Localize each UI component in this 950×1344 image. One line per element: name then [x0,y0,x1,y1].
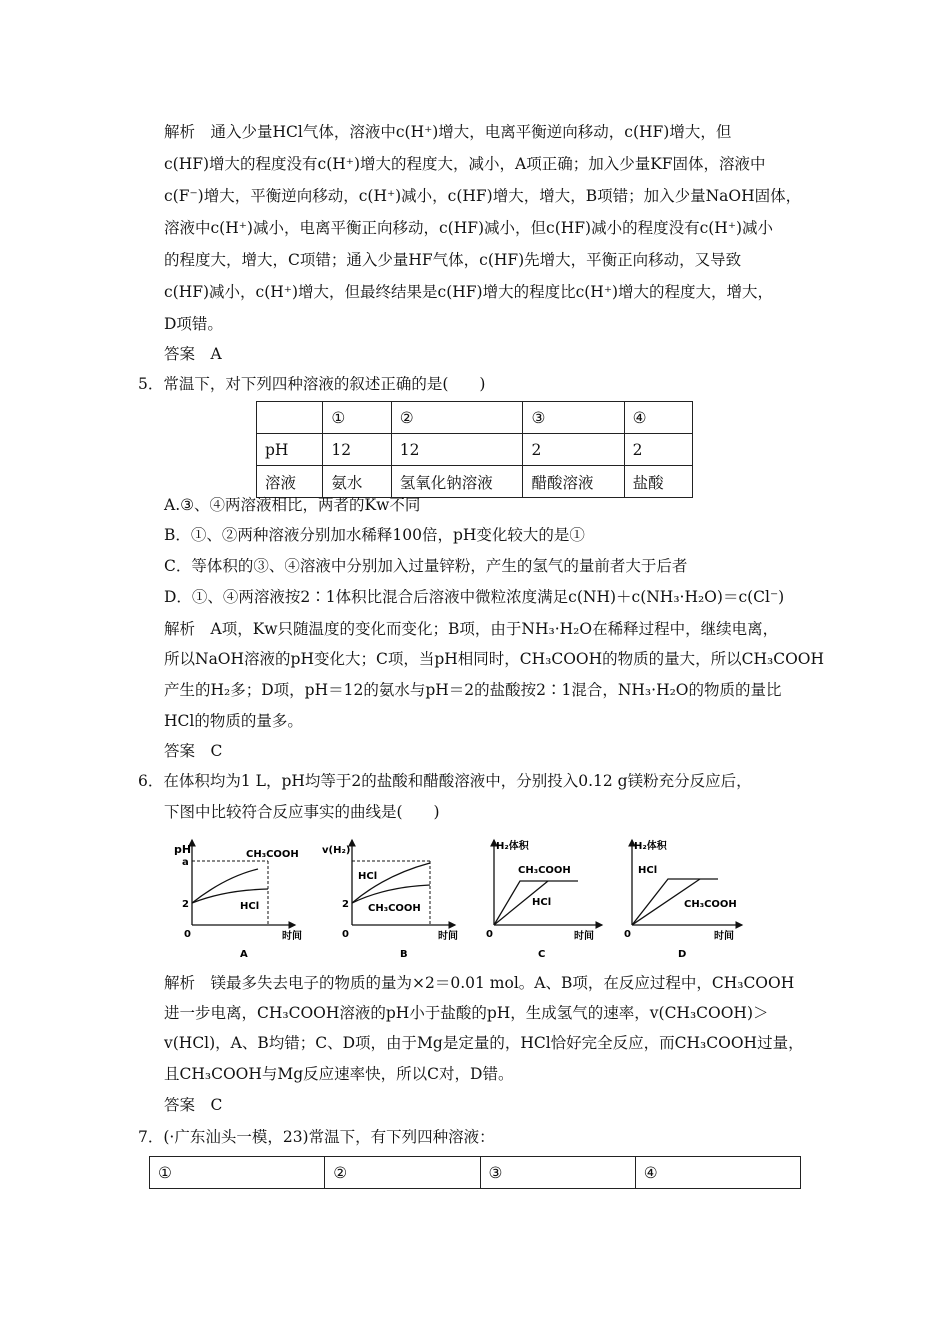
q5-analysis-line-3: 产生的H₂多；D项，pH＝12的氨水与pH＝2的盐酸按2∶1混合，NH₃·H₂O的物质的量比 [164,681,782,699]
q6-figures [170,835,810,965]
table-cell: 12 [323,434,391,466]
y-axis-label: H₂体积 [634,841,667,852]
tick-label: 2 [182,899,189,910]
x-axis-label: 时间 [714,931,734,942]
series-line-ch3cooh [192,869,258,903]
q4-analysis-line-3: c(F⁻)增大，平衡逆向移动，c(H⁺)减小，c(HF)增大，增大，B项错；加入少量NaOH固体， [164,187,802,205]
table-cell: 氨水 [323,466,391,498]
table-cell: ④ [635,1157,800,1189]
origin-label: 0 [342,929,349,940]
y-axis-label: pH [174,843,192,856]
table-cell: ④ [624,402,692,434]
series-label: HCl [638,865,658,876]
series-label: CH₃COOH [684,899,737,910]
series-label: CH₃COOH [368,903,421,914]
tick-label: a [182,857,189,868]
figure-b [322,840,458,960]
origin-label: 0 [184,929,191,940]
q4-analysis-line-4: 溶液中c(H⁺)减小，电离平衡正向移动，c(HF)减小，但c(HF)减小的程度没有c(H⁺)减小 [164,219,774,237]
q6-analysis-line-4: 且CH₃COOH与Mg反应速率快，所以C对，D错。 [164,1065,514,1083]
figure-letter: C [538,949,546,960]
table-row [257,466,693,498]
table-row [257,434,693,466]
q6-analysis-line-2: 进一步电离，CH₃COOH溶液的pH小于盐酸的pH，生成氢气的速率，v(CH₃COOH)＞ [164,1004,769,1022]
y-axis-label: v(H₂) [322,845,351,856]
series-label: CH₃COOH [518,865,571,876]
series-label: CH₃COOH [246,849,299,860]
q4-analysis-line-7: D项错。 [164,315,223,333]
table-cell [257,402,323,434]
q4-analysis-line-2: c(HF)增大的程度没有c(H⁺)增大的程度大，减小，A项正确；加入少量KF固体，溶液中 [164,155,766,173]
tick-label: 2 [342,899,349,910]
series-label: HCl [532,897,552,908]
table-cell: ② [391,402,523,434]
origin-label: 0 [486,929,493,940]
q6-stem-line-1: 6．在体积均为1 L，pH均等于2的盐酸和醋酸溶液中，分别投入0.12 g镁粉充分反应后， [138,772,752,790]
figure-c [486,839,602,960]
figure-letter: D [678,949,687,960]
q4-analysis-line-5: 的程度大，增大，C项错；通入少量HF气体，c(HF)先增大，平衡正向移动，又导致 [164,251,742,269]
series-label: HCl [240,901,260,912]
q4-answer: 答案 A [164,345,222,363]
table-cell: 溶液 [257,466,323,498]
q5-option-b: B．①、②两种溶液分别加水稀释100倍，pH变化较大的是① [164,526,585,544]
table-cell: 12 [391,434,523,466]
x-axis-label: 时间 [282,931,302,942]
table-cell: ① [323,402,391,434]
figure-letter: B [400,949,408,960]
q7-table [149,1156,801,1189]
q5-answer: 答案 C [164,742,223,760]
figure-d [624,839,742,960]
table-cell: pH [257,434,323,466]
table-cell: 盐酸 [624,466,692,498]
origin-label: 0 [624,929,631,940]
q5-stem: 5．常温下，对下列四种溶液的叙述正确的是( ) [138,375,486,393]
q6-answer: 答案 C [164,1096,223,1114]
table-cell: ② [325,1157,480,1189]
q5-option-c: C．等体积的③、④溶液中分别加入过量锌粉，产生的氢气的量前者大于后者 [164,557,688,575]
q6-analysis-line-3: v(HCl)，A、B均错；C、D项，由于Mg是定量的，HCl恰好完全反应，而CH₃COOH过量， [164,1034,804,1052]
x-axis-label: 时间 [574,931,594,942]
figure-a [174,840,302,960]
table-cell: ③ [480,1157,635,1189]
q5-analysis-line-2: 所以NaOH溶液的pH变化大；C项，当pH相同时，CH₃COOH的物质的量大，所以CH₃COOH [164,650,825,668]
q5-analysis-line-4: HCl的物质的量多。 [164,712,303,730]
figure-letter: A [240,949,248,960]
q5-table [256,401,693,498]
q5-option-d: D．①、④两溶液按2∶1体积比混合后溶液中微粒浓度满足c(NH)＋c(NH₃·H₂O)＝c(Cl⁻) [164,588,785,606]
table-cell: 氢氧化钠溶液 [391,466,523,498]
q4-analysis-line-1: 解析 通入少量HCl气体，溶液中c(H⁺)增大，电离平衡逆向移动，c(HF)增大，但 [164,123,732,141]
q4-analysis-line-6: c(HF)减小，c(H⁺)增大，但最终结果是c(HF)增大的程度比c(H⁺)增大的程度大，增大， [164,283,774,301]
series-line-hcl [352,863,430,903]
table-cell: ① [150,1157,325,1189]
table-cell: ③ [523,402,624,434]
table-row [257,402,693,434]
q6-stem-line-2: 下图中比较符合反应事实的曲线是( ) [164,803,440,821]
y-axis-label: H₂体积 [496,841,529,852]
q5-analysis-line-1: 解析 A项，Kw只随温度的变化而变化；B项，由于NH₃·H₂O在稀释过程中，继续电离， [164,620,779,638]
q5-option-a: A.③、④两溶液相比，两者的Kw不同 [164,496,421,514]
q7-stem: 7．(·广东汕头一模，23)常温下，有下列四种溶液： [138,1128,495,1146]
table-cell: 2 [523,434,624,466]
series-label: HCl [358,871,378,882]
table-cell: 醋酸溶液 [523,466,624,498]
q6-analysis-line-1: 解析 镁最多失去电子的物质的量为×2＝0.01 mol。A、B项，在反应过程中，CH₃COOH [164,974,795,992]
table-row [150,1157,801,1189]
x-axis-label: 时间 [438,931,458,942]
table-cell: 2 [624,434,692,466]
